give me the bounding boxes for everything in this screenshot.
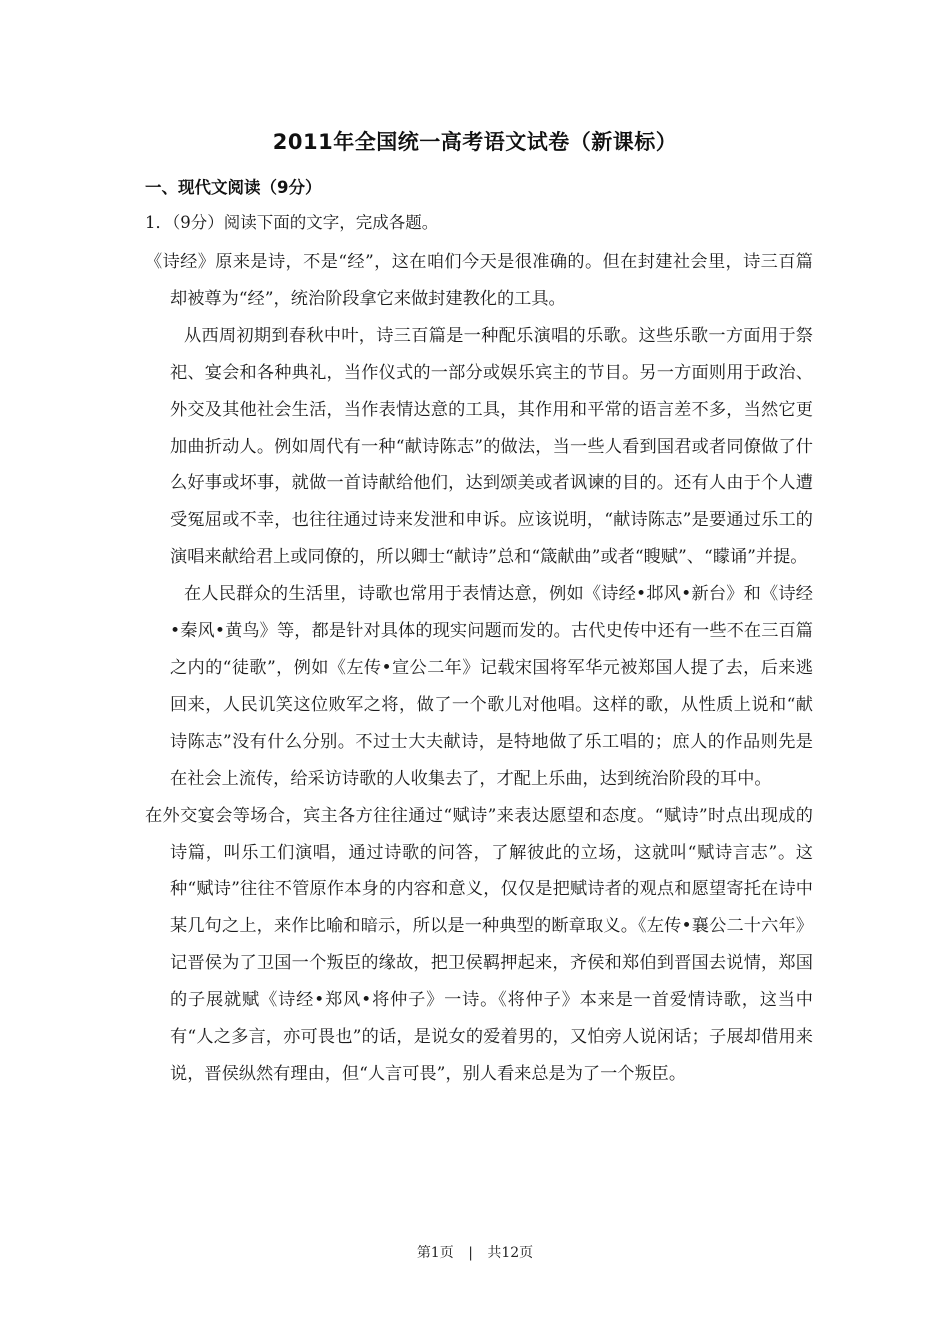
reading-passage — [145, 244, 813, 1093]
passage-paragraph-3: 在人民群众的生活里，诗歌也常用于表情达意，例如《诗经•邶风•新台》和《诗经•秦风•黄鸟》等，都是针对具体的现实问题而发的。古代史传中还有一些不在三百篇之内的“徒歌”，例如《左传•宣公二年》记载宋国将军华元被郑国人提了去，后来逃回来，人民讥笑这位败军之将，做了一个歌儿对他唱。这样的歌，从性质上说和“献诗陈志”没有什么分别。不过士大夫献诗，是特地做了乐工唱的；庶人的作品则先是在社会上流传，给采访诗歌的人收集去了，才配上乐曲，达到统治阶段的耳中。 — [170, 584, 813, 789]
page-title: 2011年全国统一高考语文试卷（新课标） — [272, 130, 678, 154]
page-number: 第1页 — [416, 1245, 454, 1261]
total-pages: 共12页 — [487, 1245, 534, 1261]
passage-paragraph-4: 在外交宴会等场合，宾主各方往往通过“赋诗”来表达愿望和态度。“赋诗”时点出现成的诗篇，叫乐工们演唱，通过诗歌的问答，了解彼此的立场，这就叫“赋诗言志”。这种“赋诗”往往不管原作本身的内容和意义，仅仅是把赋诗者的观点和愿望寄托在诗中某几句之上，来作比喻和暗示，所以是一种典型的断章取义。《左传•襄公二十六年》记晋侯为了卫国一个叛臣的缘故，把卫侯羁押起来，齐侯和郑伯到晋国去说情，郑国的子展就赋《诗经•郑风•将仲子》一诗。《将仲子》本来是一首爱情诗歌，这当中有“人之多言，亦可畏也”的话，是说女的爱着男的，又怕旁人说闲话；子展却借用来说，晋侯纵然有理由，但“人言可畏”，别人看来总是为了一个叛臣。 — [145, 805, 813, 1084]
passage-paragraph-2: 从西周初期到春秋中叶，诗三百篇是一种配乐演唱的乐歌。这些乐歌一方面用于祭祀、宴会和各种典礼，当作仪式的一部分或娱乐宾主的节目。另一方面则用于政治、外交及其他社会生活，当作表情达意的工具，其作用和平常的语言差不多，当然它更加曲折动人。例如周代有一种“献诗陈志”的做法，当一些人看到国君或者同僚做了什么好事或坏事，就做一首诗献给他们，达到颂美或者讽谏的目的。还有人由于个人遭受冤屈或不幸，也往往通过诗来发泄和申诉。应该说明，“献诗陈志”是要通过乐工的演唱来献给君上或同僚的，所以卿士“献诗”总和“箴献曲”或者“瞍赋”、“矇诵”并提。 — [170, 325, 813, 568]
question-prompt: 1．（9分）阅读下面的文字，完成各题。 — [145, 213, 439, 232]
page-footer — [0, 1242, 950, 1262]
section-heading: 一、现代文阅读（9分） — [145, 178, 322, 197]
footer-separator: | — [468, 1245, 473, 1261]
passage-paragraph-1: 《诗经》原来是诗，不是“经”，这在咱们今天是很准确的。但在封建社会里，诗三百篇却被尊为“经”，统治阶段拿它来做封建教化的工具。 — [145, 252, 813, 309]
